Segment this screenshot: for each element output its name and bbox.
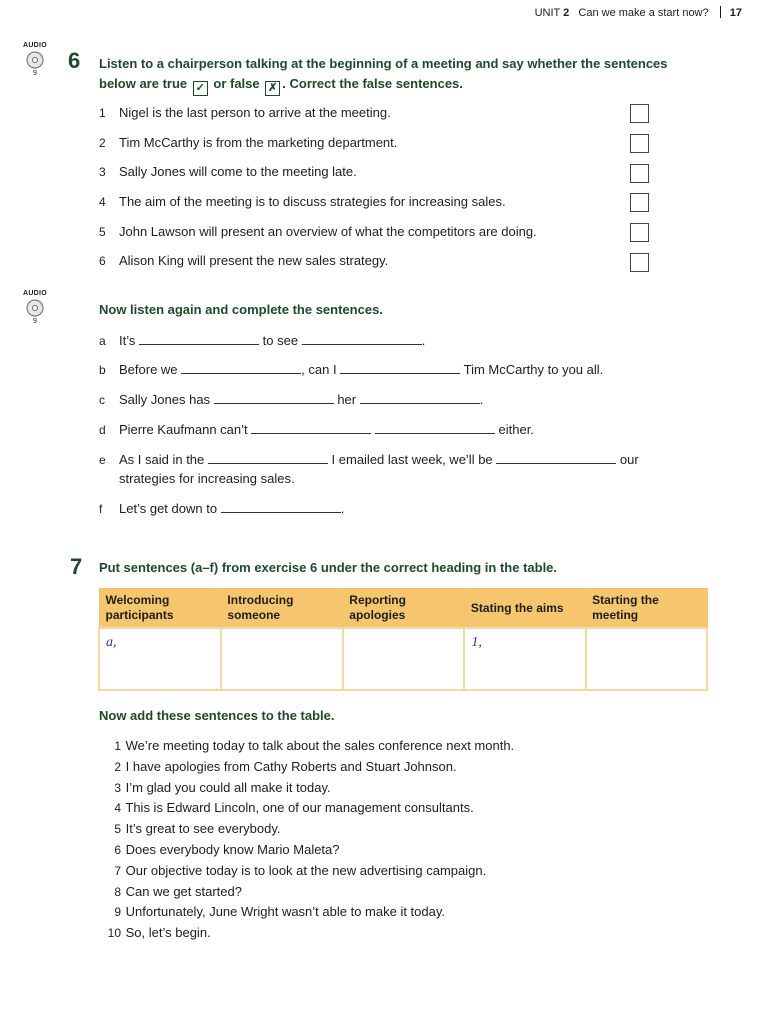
exercise-7-number: 7 [70,554,83,579]
statement-item: 5 John Lawson will present an overview of what the competitors are doing. [99,224,537,239]
answer-checkbox[interactable] [630,164,649,183]
audio-badge: AUDIO 9 [22,42,48,77]
gap-sentence-e: e As I said in the I emailed last week, we’ll be our [99,452,639,467]
gap-blank[interactable] [214,391,334,404]
table-cell[interactable] [343,628,465,690]
false-cross-icon: ✗ [265,81,280,96]
list-item: 5 It’s great to see everybody. [114,821,281,837]
list-item: 3 I’m glad you could all make it today. [114,779,331,795]
add-heading: Now add these sentences to the table. [99,708,335,723]
page-header [535,6,742,19]
page-number: 17 [729,7,742,19]
header-divider [720,6,721,18]
statement-item: 6 Alison King will present the new sales strategy. [99,253,389,268]
table-header: Welcoming participants [99,589,221,629]
list-item: 7 Our objective today is to look at the new advertising campaign. [114,862,487,878]
table-header: Reporting apologies [343,589,465,629]
gap-blank[interactable] [251,421,371,434]
gap-sentence-f: f Let’s get down to . [99,501,345,516]
answer-checkbox[interactable] [630,193,649,212]
table-header: Starting the meeting [586,589,707,629]
table-cell[interactable]: 1, [464,628,585,690]
statement-item: 1 Nigel is the last person to arrive at the meeting. [99,105,391,120]
gap-blank[interactable] [181,361,301,374]
statement-item: 4 The aim of the meeting is to discuss strategies for increasing sales. [99,194,506,209]
unit-title: Can we make a start now? [578,7,709,19]
list-item: 1 We’re meeting today to talk about the sales conference next month. [114,738,515,753]
table-cell[interactable] [221,628,343,690]
table-header: Introducing someone [221,589,343,629]
list-item: 9 Unfortunately, June Wright wasn’t able to make it today. [114,904,446,920]
answer-checkbox[interactable] [630,223,649,242]
table-header: Stating the aims [464,589,585,629]
true-tick-icon: ✓ [193,81,208,96]
headings-table [98,588,708,691]
gap-blank[interactable] [139,332,259,345]
gap-blank[interactable] [221,500,341,513]
gap-blank[interactable] [360,391,480,404]
gap-blank[interactable] [302,332,422,345]
statement-item: 2 Tim McCarthy is from the marketing department. [99,135,398,150]
audio-badge: AUDIO 9 [22,290,48,325]
table-cell[interactable]: a, [99,628,221,690]
exercise-6-number: 6 [68,48,81,73]
list-item: 6 Does everybody know Mario Maleta? [114,841,340,857]
cd-icon [26,299,44,317]
gap-blank[interactable] [496,451,616,464]
complete-heading: Now listen again and complete the sentences. [99,302,383,317]
gap-blank[interactable] [340,361,460,374]
gap-sentence-e-cont: strategies for increasing sales. [119,471,295,486]
answer-checkbox[interactable] [630,104,649,123]
gap-sentence-d: d Pierre Kaufmann can’t either. [99,422,534,437]
exercise-6-instruction: Listen to a chairperson talking at the beginning of a meeting and say whether the sentences below are true ✓ or false ✗ . Correct the false sentences. [99,56,668,94]
gap-sentence-a: a It’s to see . [99,333,426,348]
gap-sentence-c: c Sally Jones has her . [99,392,484,407]
list-item: 4 This is Edward Lincoln, one of our management consultants. [114,800,474,816]
statement-item: 3 Sally Jones will come to the meeting late. [99,164,357,179]
answer-checkbox[interactable] [630,134,649,153]
unit-label: UNIT 2 [534,7,570,19]
list-item: 10 So, let’s begin. [107,925,211,941]
list-item: 2 I have apologies from Cathy Roberts and Stuart Johnson. [114,758,457,774]
exercise-7-instruction: Put sentences (a–f) from exercise 6 under the correct heading in the table. [99,560,558,575]
table-cell[interactable] [586,628,707,690]
gap-blank[interactable] [208,451,328,464]
cd-icon [26,51,44,69]
sentence-list [104,736,514,944]
list-item: 8 Can we get started? [114,883,242,899]
gap-sentence-b: b Before we , can I Tim McCarthy to you all. [99,362,604,377]
answer-checkbox[interactable] [630,253,649,272]
gap-blank[interactable] [375,421,495,434]
